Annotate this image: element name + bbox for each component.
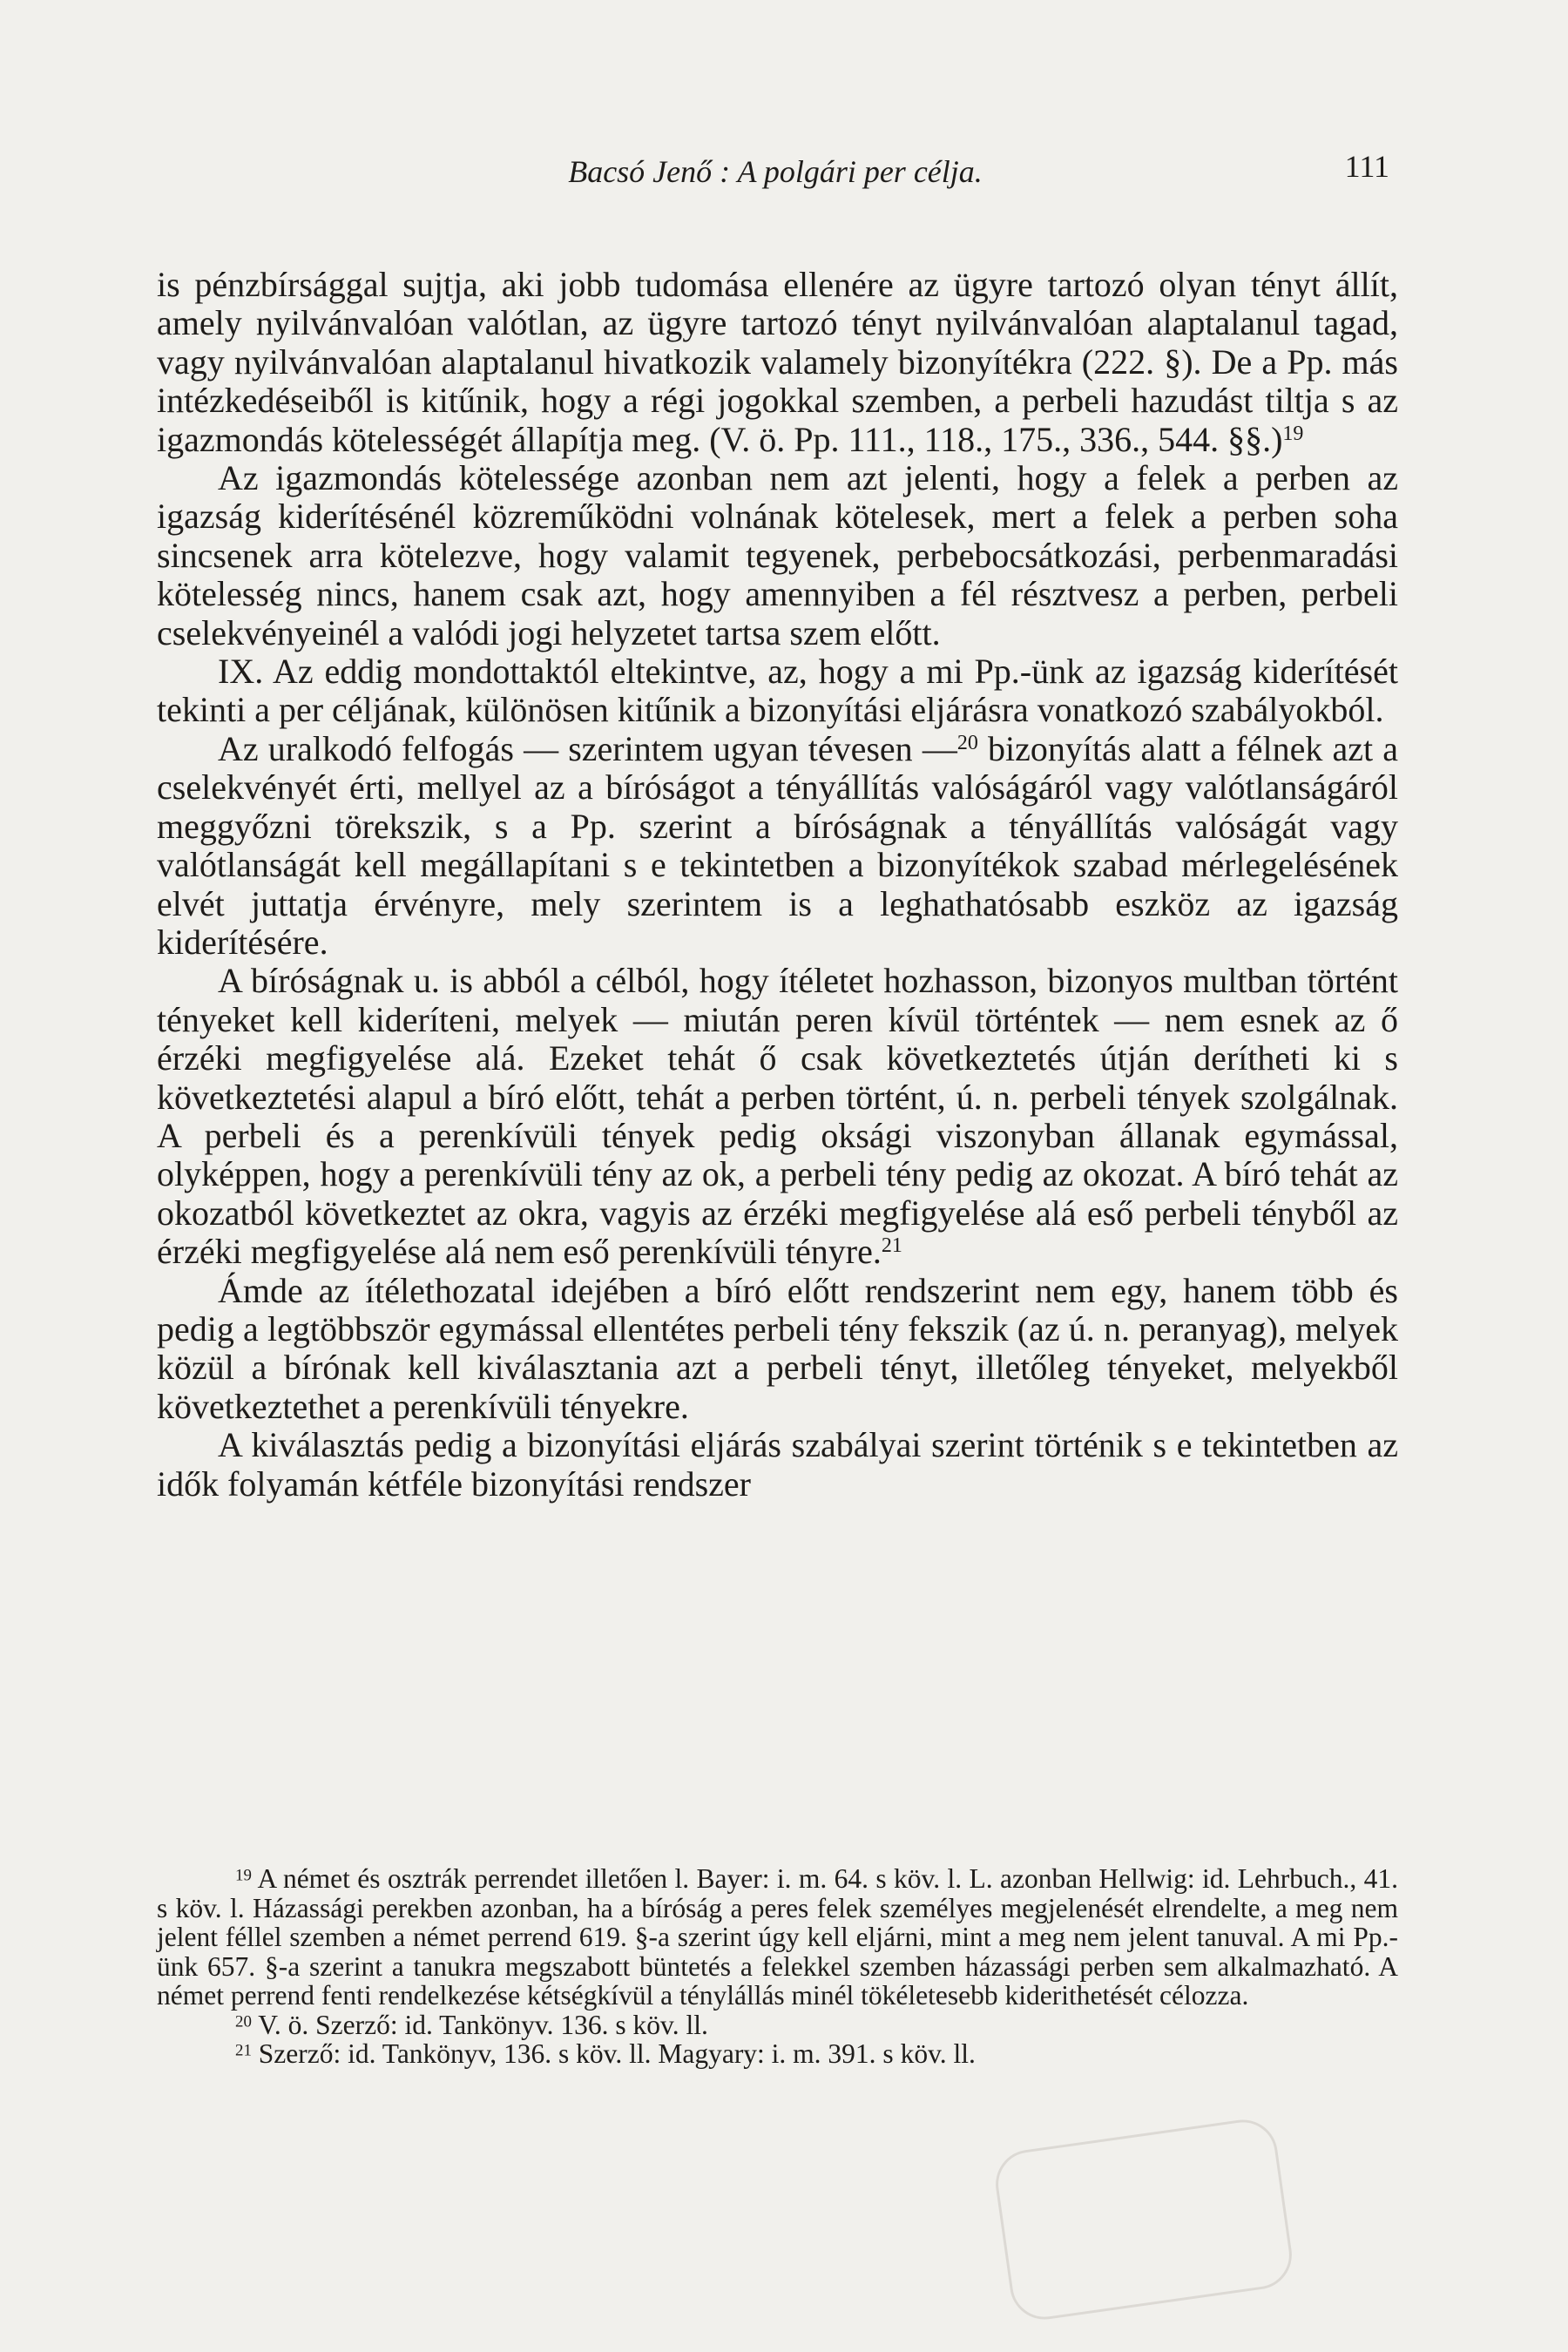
paragraph-3 [157, 652, 1398, 730]
faint-library-stamp [991, 2115, 1296, 2323]
paragraph-text: Az uralkodó felfogás — szerintem ugyan tévesen — [218, 728, 957, 768]
paragraph-7 [157, 1426, 1398, 1504]
paragraph-text: IX. Az eddig mondottaktól eltekintve, az, hogy a mi Pp.-ünk az igazság kiderítését tekinti a per céljának, különösen kitűnik a bizonyítási eljárásra vonatkozó szabályokból. [157, 652, 1398, 730]
paragraph-text: A kiválasztás pedig a bizonyítási eljárás szabályai szerint történik s e tekintetben az idők folyamán kétféle bizonyítási rendszer [157, 1425, 1398, 1504]
footnote-21 [157, 2039, 1398, 2069]
paragraph-5 [157, 962, 1398, 1271]
footnote-mark: 20 [235, 2012, 252, 2031]
footnotes [157, 1864, 1398, 2069]
footnote-ref: 21 [881, 1233, 902, 1257]
footnote-20 [157, 2011, 1398, 2040]
paragraph-2 [157, 459, 1398, 652]
footnote-mark: 19 [235, 1866, 252, 1885]
paragraph-text: bizonyítás alatt a félnek azt a cselekvényét érti, mellyel az a bíróságot a tényállítás valóságáról vagy valótlanságáról meggyőzni törekszik, s a Pp. szerint a bíróságnak a tényállítás valóságát vagy valótlanságát kell megállapítani s e tekintetben a bizonyítékok szabad mérlegelésének elvét juttatja érvényre, mely szerintem is a leghathatósabb eszköz az igazság kiderítésére. [157, 728, 1398, 962]
footnote-ref: 19 [1282, 422, 1304, 445]
footnote-text: Szerző: id. Tankönyv, 136. s köv. ll. Magyary: i. m. 391. s köv. ll. [258, 2038, 976, 2069]
paragraph-6 [157, 1272, 1398, 1427]
paragraph-text: is pénzbírsággal sujtja, aki jobb tudomása ellenére az ügyre tartozó olyan tényt állít, amely nyilvánvalóan valótlan, az ügyre tartozó tényt nyilvánvalóan alaptalanul tagad, vagy nyilvánvalóan alaptalanul hivatkozik valamely bizonyítékra (222. §). De a Pp. más intézkedéseiből is kitűnik, hogy a régi jogokkal szemben, a perbeli hazudást tiltja s az igazmondás kötelességét állapítja meg. (V. ö. Pp. 111., 118., 175., 336., 544. §§.) [157, 265, 1398, 459]
footnote-text: V. ö. Szerző: id. Tankönyv. 136. s köv. ll. [258, 2009, 708, 2040]
footnote-19 [157, 1864, 1398, 2011]
paragraph-text: Ámde az ítélethozatal idejében a bíró előtt rendszerint nem egy, hanem több és pedig a legtöbbször egymással ellentétes perbeli tény fekszik (az ú. n. peranyag), melyek közül a bírónak kell kiválasztania azt a perbeli tényt, illetőleg tényeket, melyekből következtethet a perenkívüli tényekre. [157, 1270, 1398, 1426]
body-text [157, 266, 1398, 1504]
running-head [157, 149, 1394, 197]
footnote-text: A német és osztrák perrendet illetően l. Bayer: i. m. 64. s köv. l. L. azonban Hellwig: id. Lehrbuch., 41. s köv. l. Házassági perekben azonban, ha a bíróság a peres felek személyes megjelenését elrendelte, a meg nem jelent féllel szemben a német perrend 619. §-a szerint úgy kell eljárni, mint a meg nem jelent tanuval. A mi Pp.-ünk 657. §-a szerint a tanukra megszabott büntetés a felekkel szemben házassági perben sem alkalmazható. A német perrend fenti rendelkezése kétségkívül a ténylállás minél tökéletesebb kiderithetését célozza. [157, 1863, 1398, 2011]
paragraph-4 [157, 730, 1398, 962]
running-title: Bacsó Jenő : A polgári per célja. [568, 154, 983, 189]
page-number: 111 [1344, 149, 1389, 184]
paragraph-1 [157, 266, 1398, 459]
paragraph-text: A bíróságnak u. is abból a célból, hogy ítéletet hozhasson, bizonyos multban történt tényeket kell kideríteni, melyek — miután peren kívül történtek — nem esnek az ő érzéki megfigyelése alá. Ezeket tehát ő csak következtetés útján derítheti ki s következtetési alapul a bíró előtt, tehát a perben történt, ú. n. perbeli tények szolgálnak. A perbeli és a perenkívüli tények pedig oksági viszonyban állanak egymással, olyképpen, hogy a perenkívüli tény az ok, a perbeli tény pedig az okozat. A bíró tehát az okozatból következtet az okra, vagyis az érzéki megfigyelése alá eső perbeli tényből az érzéki megfigyelése alá nem eső perenkívüli tényre. [157, 961, 1398, 1272]
footnote-ref: 20 [956, 731, 978, 754]
footnote-mark: 21 [235, 2041, 252, 2060]
paragraph-text: Az igazmondás kötelessége azonban nem azt jelenti, hogy a felek a perben az igazság kiderítésénél közreműködni volnának kötelesek, mert a felek a perben soha sincsenek arra kötelezve, hogy valamit tegyenek, perbebocsátkozási, perbenmaradási kötelesség nincs, hanem csak azt, hogy amennyiben a fél résztvesz a perben, perbeli cselekvényeinél a valódi jogi helyzetet tartsa szem előtt. [157, 458, 1398, 652]
